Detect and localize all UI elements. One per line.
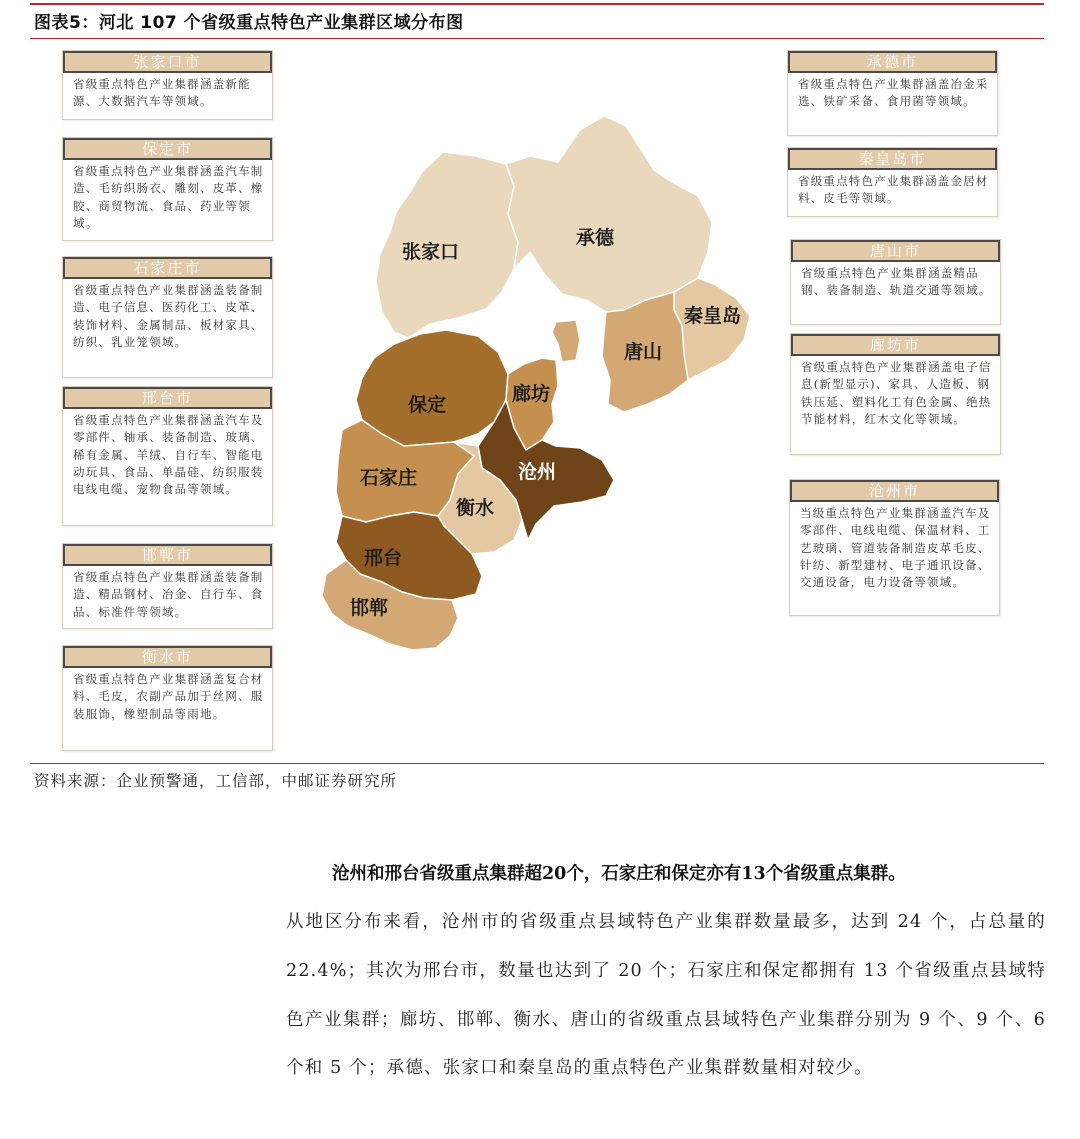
- card-header: 衡水市: [63, 646, 272, 668]
- card-text: 省级重点特色产业集群涵盖汽车及零部件、轴承、装备制造、玻璃、稀有金属、羊绒、自行车、智能电动玩具、食品、单晶硅、纺织服装电线电缆、宠物食品等领域。: [73, 413, 264, 497]
- label-chengde: 承德: [576, 227, 615, 249]
- card-shijiazhuang: [62, 256, 273, 378]
- card-chengde: [787, 50, 998, 136]
- card-header: 唐山市: [791, 240, 1000, 262]
- card-header: 廊坊市: [791, 334, 1000, 356]
- label-handan: 邯郸: [350, 597, 389, 619]
- figure-title: 图表5：河北 107 个省级重点特色产业集群区域分布图: [34, 13, 464, 33]
- card-text: 当级重点特色产业集群涵盖汽车及零部件、电线电缆、保温材料、工艺玻璃、管道装备制造皮革毛皮、针纺、新型建材、电子通讯设备、交通设备，电力设备等领域。: [800, 506, 991, 590]
- card-text: 省级重点特色产业集群涵盖冶金采选、铁矿采备、食用菌等领域。: [798, 77, 989, 109]
- card-header: 秦皇岛市: [788, 148, 997, 170]
- label-baoding: 保定: [408, 394, 447, 416]
- card-text: 省级重点特色产业集群涵盖装备制造、精品钢材、冶金、自行车、食品、标准件等领域。: [73, 570, 264, 619]
- card-text: 省级重点特色产业集群涵盖汽车制造、毛纺织肠衣、雕刻、皮革、橡胶、商贸物流、食品、药业等领域。: [73, 164, 264, 230]
- card-header: 承德市: [788, 51, 997, 73]
- card-zhangjiakou: [62, 50, 273, 120]
- card-header: 保定市: [63, 138, 272, 160]
- label-hengshui: 衡水: [456, 497, 495, 519]
- card-text: 省级重点特色产业集群涵盖精品钢、装备制造、轨道交通等领域。: [801, 266, 992, 298]
- title-rule: [30, 38, 1044, 39]
- hebei-map: [318, 104, 758, 664]
- card-header: 沧州市: [790, 480, 999, 502]
- region-baoding: [356, 330, 508, 446]
- card-hengshui: [62, 645, 273, 751]
- card-xingtai: [62, 386, 273, 526]
- card-text: 省级重点特色产业集群涵盖装备制造、电子信息、医药化工、皮革、装饰材料、金属制品、板材家具、纺织、乳业笼领域。: [73, 283, 264, 349]
- region-langfang-north: [552, 320, 580, 362]
- summary-heading: 沧州和邢台省级重点集群超20个，石家庄和保定亦有13个省级重点集群。: [332, 864, 906, 884]
- card-header: 石家庄市: [63, 257, 272, 279]
- card-tangshan: [790, 239, 1001, 325]
- label-zhangjiakou: 张家口: [402, 241, 460, 263]
- card-text: 省级重点特色产业集群涵盖电子信息(新型显示)、家具、人造板、钢铁压延、塑料化工有色金属、绝热节能材料，红木文化等领域。: [801, 360, 992, 426]
- card-header: 邯郸市: [63, 544, 272, 566]
- card-text: 省级重点特色产业集群涵盖复合材料、毛皮，农副产品加于丝网、服装服饰，橡塑制品等雨地。: [73, 672, 264, 721]
- label-tangshan: 唐山: [624, 341, 663, 363]
- body-paragraph: 从地区分布来看，沧州市的省级重点县域特色产业集群数量最多，达到 24 个，占总量的 22.4%；其次为邢台市，数量也达到了 20 个；石家庄和保定都拥有 13 个省级重点县域特色产业集群；廊坊、邯郸、衡水、唐山的省级重点县域特色产业集群分别为 9 个、9 个、6 个和 5 个；承德、张家口和秦皇岛的重点特色产业集群数量相对较少。: [286, 912, 1046, 1079]
- card-header: 邢台市: [63, 387, 272, 409]
- card-langfang: [790, 333, 1001, 455]
- label-qinhuangdao: 秦皇岛: [684, 305, 742, 327]
- label-xingtai: 邢台: [364, 547, 403, 569]
- card-header: 张家口市: [63, 51, 272, 73]
- card-text: 省级重点特色产业集群涵盖金居材料、皮毛等领域。: [798, 174, 989, 206]
- label-cangzhou: 沧州: [518, 461, 557, 483]
- card-handan: [62, 543, 273, 629]
- card-baoding: [62, 137, 273, 241]
- bottom-rule: [30, 763, 1044, 764]
- region-chengde: [506, 116, 712, 312]
- label-langfang: 廊坊: [512, 383, 551, 405]
- card-cangzhou: [789, 479, 1000, 616]
- top-rule: [30, 3, 1044, 5]
- card-text: 省级重点特色产业集群涵盖新能源、大数据汽车等领域。: [73, 77, 251, 109]
- card-qinhuangdao: [787, 147, 998, 217]
- figure-source: 资料来源：企业预警通，工信部，中邮证券研究所: [34, 772, 398, 790]
- label-shijiazhuang: 石家庄: [360, 467, 418, 489]
